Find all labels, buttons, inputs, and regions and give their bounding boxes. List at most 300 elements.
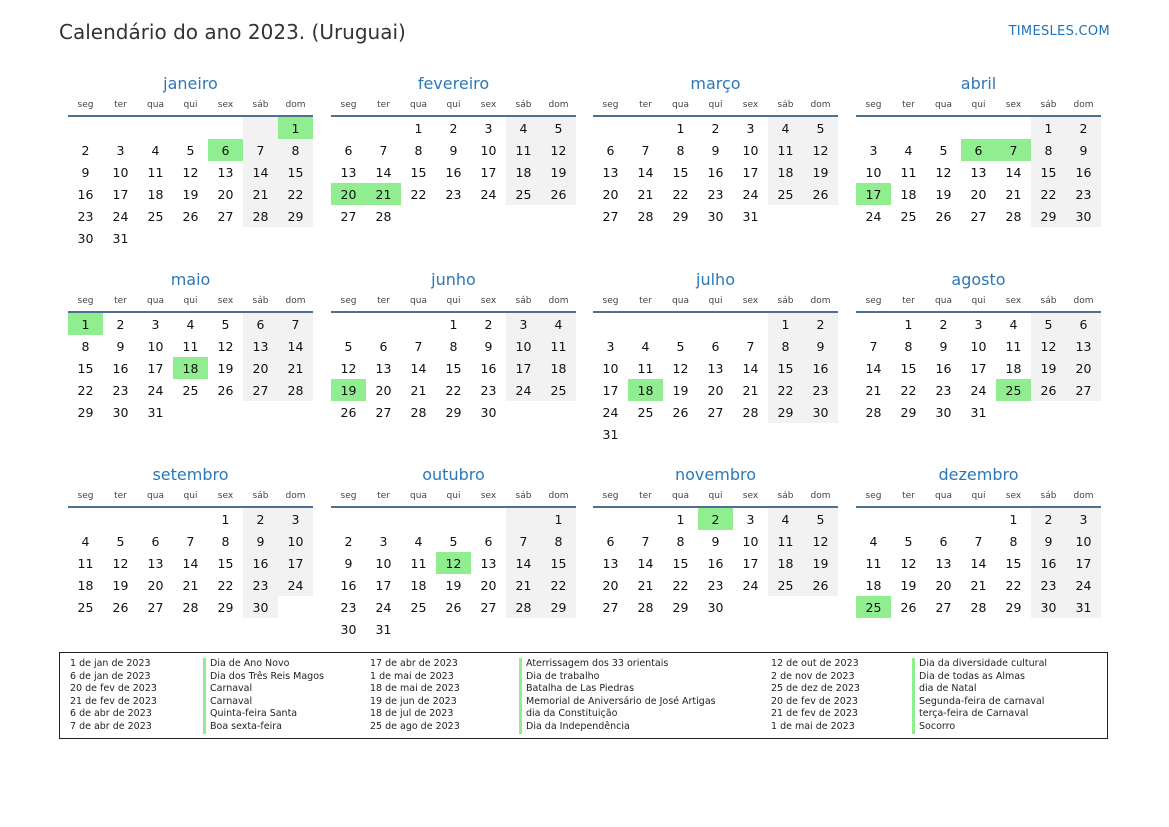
day-grid (331, 313, 576, 423)
legend-date: 17 de abr de 2023 (370, 658, 458, 669)
weekday-label: sáb (252, 100, 269, 110)
legend-names-col-3 (912, 658, 1047, 734)
day-cell: 14 (742, 360, 759, 376)
day-cell: 7 (641, 142, 650, 158)
weekday-header (331, 291, 576, 313)
day-cell: 4 (768, 508, 803, 530)
day-cell: 7 (641, 533, 650, 549)
day-cell: 20 (375, 382, 392, 398)
day-cell: 5 (803, 117, 838, 139)
day-cell: 15 (410, 164, 427, 180)
day-cell: 10 (1066, 530, 1101, 552)
day-cell: 17 (742, 164, 759, 180)
weekday-label: sex (217, 100, 234, 110)
day-cell: 21 (278, 357, 313, 379)
day-cell: 11 (1005, 338, 1022, 354)
day-cell: 7 (974, 533, 983, 549)
weekday-label: dom (548, 491, 569, 501)
month-janeiro (68, 73, 313, 249)
weekday-label: qua (935, 296, 952, 306)
day-cell: 25 (182, 382, 199, 398)
day-cell: 3 (484, 120, 493, 136)
day-cell: 14 (278, 335, 313, 357)
day-cell: 2 (484, 316, 493, 332)
weekday-header (593, 486, 838, 508)
day-cell: 8 (1031, 139, 1066, 161)
weekday-label: qua (410, 491, 427, 501)
day-cell: 14 (410, 360, 427, 376)
day-cell: 6 (379, 338, 388, 354)
day-cell: 18 (541, 357, 576, 379)
day-cell: 20 (217, 186, 234, 202)
empty-day-cell (331, 508, 366, 530)
empty-day-cell (366, 117, 401, 139)
day-cell: 24 (1066, 574, 1101, 596)
legend-holiday-name: Carnaval (203, 696, 324, 709)
legend-date: 12 de out de 2023 (771, 658, 859, 669)
day-cell: 6 (484, 533, 493, 549)
weekday-label: sáb (1040, 100, 1057, 110)
day-cell: 5 (449, 533, 458, 549)
month-title: maio (170, 270, 211, 289)
day-cell: 18 (506, 161, 541, 183)
day-cell: 14 (637, 164, 654, 180)
day-cell: 30 (935, 404, 952, 420)
empty-day-cell (401, 313, 436, 335)
day-cell: 11 (182, 338, 199, 354)
holiday-legend (59, 652, 1108, 739)
day-cell: 19 (803, 552, 838, 574)
day-cell: 17 (506, 357, 541, 379)
legend-holiday-name: Dia da diversidade cultural (912, 658, 1047, 671)
legend-date: 1 de mai de 2023 (370, 670, 454, 682)
legend-dates-col-3 (771, 658, 860, 734)
weekday-label: qua (147, 100, 164, 110)
day-cell: 6 (939, 533, 948, 549)
weekday-label: ter (377, 296, 390, 306)
empty-day-cell (961, 508, 996, 530)
month-title: outubro (422, 465, 485, 484)
weekday-label: seg (865, 100, 882, 110)
weekday-label: qui (971, 296, 986, 306)
weekday-label: qui (446, 296, 461, 306)
month-abril (856, 73, 1101, 227)
day-cell: 20 (480, 577, 497, 593)
day-cell: 14 (970, 555, 987, 571)
day-cell: 8 (1009, 533, 1018, 549)
weekday-label: ter (639, 296, 652, 306)
day-cell: 20 (1066, 357, 1101, 379)
weekday-label: seg (865, 491, 882, 501)
day-cell: 18 (173, 357, 208, 379)
weekday-label: qua (672, 491, 689, 501)
day-cell: 3 (746, 120, 755, 136)
month-title: março (690, 74, 741, 93)
empty-day-cell (68, 508, 103, 530)
day-cell: 2 (803, 313, 838, 335)
weekday-label: sex (1005, 296, 1022, 306)
day-cell: 1 (1009, 511, 1018, 527)
day-cell: 17 (480, 164, 497, 180)
day-cell: 30 (1031, 596, 1066, 618)
day-cell: 28 (243, 205, 278, 227)
day-cell: 25 (410, 599, 427, 615)
day-cell: 2 (449, 120, 458, 136)
day-cell: 6 (606, 142, 615, 158)
day-cell: 10 (278, 530, 313, 552)
day-cell: 8 (676, 533, 685, 549)
day-cell: 11 (410, 555, 427, 571)
day-cell: 26 (541, 183, 576, 205)
weekday-label: dom (1073, 491, 1094, 501)
day-cell: 21 (637, 577, 654, 593)
day-cell: 12 (803, 530, 838, 552)
day-cell: 1 (221, 511, 230, 527)
day-cell: 28 (1005, 208, 1022, 224)
day-cell: 23 (243, 574, 278, 596)
day-cell: 25 (996, 379, 1031, 401)
day-cell: 19 (900, 577, 917, 593)
weekday-label: seg (865, 296, 882, 306)
day-cell: 19 (541, 161, 576, 183)
day-cell: 23 (803, 379, 838, 401)
day-cell: 30 (77, 230, 94, 246)
weekday-label: ter (114, 100, 127, 110)
empty-day-cell (926, 117, 961, 139)
day-cell: 6 (606, 533, 615, 549)
day-cell: 12 (935, 164, 952, 180)
day-cell: 19 (331, 379, 366, 401)
day-cell: 28 (375, 208, 392, 224)
day-cell: 24 (112, 208, 129, 224)
weekday-header (68, 95, 313, 117)
day-cell: 3 (151, 316, 160, 332)
day-cell: 29 (900, 404, 917, 420)
weekday-label: seg (77, 100, 94, 110)
legend-date: 2 de nov de 2023 (771, 670, 855, 682)
day-cell: 28 (637, 208, 654, 224)
day-cell: 19 (672, 382, 689, 398)
day-cell: 10 (112, 164, 129, 180)
day-cell: 10 (602, 360, 619, 376)
empty-day-cell (856, 117, 891, 139)
day-cell: 20 (707, 382, 724, 398)
day-cell: 2 (344, 533, 353, 549)
day-cell: 21 (182, 577, 199, 593)
weekday-header (331, 95, 576, 117)
month-agosto (856, 269, 1101, 423)
day-cell: 3 (278, 508, 313, 530)
day-cell: 9 (449, 142, 458, 158)
day-cell: 5 (676, 338, 685, 354)
day-cell: 13 (243, 335, 278, 357)
legend-date: 20 de fev de 2023 (771, 695, 858, 707)
day-cell: 14 (1005, 164, 1022, 180)
weekday-label: seg (602, 100, 619, 110)
month-maio (68, 269, 313, 423)
empty-day-cell (138, 117, 173, 139)
day-cell: 18 (865, 577, 882, 593)
legend-date: 21 de fev de 2023 (771, 708, 858, 720)
day-cell: 15 (541, 552, 576, 574)
day-cell: 9 (1031, 530, 1066, 552)
day-cell: 27 (147, 599, 164, 615)
day-cell: 7 (869, 338, 878, 354)
empty-day-cell (208, 117, 243, 139)
day-cell: 16 (77, 186, 94, 202)
legend-holiday-name: Aterrissagem dos 33 orientais (519, 658, 716, 671)
weekday-label: qua (410, 296, 427, 306)
weekday-label: seg (602, 296, 619, 306)
day-cell: 18 (768, 161, 803, 183)
day-cell: 1 (1031, 117, 1066, 139)
day-cell: 7 (506, 530, 541, 552)
weekday-label: seg (340, 296, 357, 306)
day-cell: 22 (672, 577, 689, 593)
weekday-label: sáb (777, 296, 794, 306)
day-cell: 24 (742, 186, 759, 202)
day-cell: 29 (1005, 599, 1022, 615)
month-title: junho (431, 270, 476, 289)
day-cell: 18 (77, 577, 94, 593)
day-cell: 19 (182, 186, 199, 202)
legend-date: 25 de dez de 2023 (771, 683, 860, 695)
weekday-label: sáb (777, 491, 794, 501)
day-cell: 2 (243, 508, 278, 530)
legend-holiday-name: Carnaval (203, 683, 324, 696)
day-cell: 2 (116, 316, 125, 332)
day-cell: 24 (602, 404, 619, 420)
day-cell: 22 (278, 183, 313, 205)
day-cell: 30 (1066, 205, 1101, 227)
month-title: setembro (152, 465, 229, 484)
day-cell: 9 (81, 164, 90, 180)
day-cell: 29 (1031, 205, 1066, 227)
empty-day-cell (436, 508, 471, 530)
weekday-header (593, 291, 838, 313)
day-cell: 10 (480, 142, 497, 158)
empty-day-cell (593, 508, 628, 530)
day-cell: 28 (637, 599, 654, 615)
day-cell: 15 (1005, 555, 1022, 571)
day-cell: 14 (182, 555, 199, 571)
weekday-header (856, 291, 1101, 313)
day-cell: 11 (506, 139, 541, 161)
day-cell: 17 (856, 183, 891, 205)
weekday-header (68, 486, 313, 508)
day-cell: 8 (541, 530, 576, 552)
legend-holiday-name: Batalha de Las Piedras (519, 683, 716, 696)
day-cell: 26 (803, 183, 838, 205)
day-cell: 20 (243, 357, 278, 379)
weekday-label: seg (602, 491, 619, 501)
day-cell: 15 (1031, 161, 1066, 183)
day-cell: 27 (243, 379, 278, 401)
day-cell: 9 (1066, 139, 1101, 161)
day-cell: 17 (278, 552, 313, 574)
day-cell: 4 (414, 533, 423, 549)
empty-day-cell (138, 508, 173, 530)
empty-day-cell (401, 508, 436, 530)
empty-day-cell (593, 117, 628, 139)
day-cell: 21 (243, 183, 278, 205)
day-cell: 22 (1005, 577, 1022, 593)
day-cell: 15 (768, 357, 803, 379)
day-cell: 26 (182, 208, 199, 224)
day-cell: 23 (1066, 183, 1101, 205)
weekday-label: sex (742, 296, 759, 306)
day-cell: 25 (147, 208, 164, 224)
day-cell: 25 (506, 183, 541, 205)
day-cell: 7 (186, 533, 195, 549)
site-link[interactable]: TIMESLES.COM (1008, 24, 1110, 39)
empty-day-cell (733, 313, 768, 335)
day-cell: 18 (628, 379, 663, 401)
weekday-label: ter (902, 100, 915, 110)
legend-holiday-name: Boa sexta-feira (203, 721, 324, 734)
weekday-label: qui (183, 296, 198, 306)
day-cell: 19 (445, 577, 462, 593)
weekday-label: dom (810, 296, 831, 306)
weekday-header (331, 486, 576, 508)
weekday-label: qui (446, 100, 461, 110)
day-cell: 5 (541, 117, 576, 139)
day-cell: 4 (506, 117, 541, 139)
day-cell: 10 (147, 338, 164, 354)
empty-day-cell (366, 313, 401, 335)
legend-holiday-name: Dia de todas as Almas (912, 671, 1047, 684)
day-grid (593, 313, 838, 445)
weekday-label: qua (935, 100, 952, 110)
day-cell: 12 (541, 139, 576, 161)
day-cell: 5 (116, 533, 125, 549)
weekday-label: qua (147, 296, 164, 306)
empty-day-cell (366, 508, 401, 530)
weekday-label: dom (548, 100, 569, 110)
weekday-label: sáb (1040, 296, 1057, 306)
empty-day-cell (173, 508, 208, 530)
day-cell: 26 (935, 208, 952, 224)
day-cell: 20 (331, 183, 366, 205)
day-cell: 8 (221, 533, 230, 549)
day-cell: 26 (672, 404, 689, 420)
page-title: Calendário do ano 2023. (Uruguai) (59, 20, 406, 44)
day-cell: 22 (672, 186, 689, 202)
day-cell: 31 (1066, 596, 1101, 618)
weekday-label: qua (410, 100, 427, 110)
day-cell: 29 (672, 208, 689, 224)
weekday-label: sex (742, 100, 759, 110)
day-cell: 13 (602, 555, 619, 571)
day-cell: 16 (1066, 161, 1101, 183)
day-cell: 1 (68, 313, 103, 335)
legend-dates-col-2 (370, 658, 460, 734)
day-cell: 13 (935, 555, 952, 571)
legend-dates-col-1 (70, 658, 157, 734)
day-cell: 23 (480, 382, 497, 398)
month-fevereiro (331, 73, 576, 227)
day-cell: 4 (641, 338, 650, 354)
weekday-label: qui (971, 491, 986, 501)
weekday-header (68, 291, 313, 313)
weekday-label: qua (672, 296, 689, 306)
day-cell: 13 (375, 360, 392, 376)
day-cell: 16 (480, 360, 497, 376)
day-cell: 19 (803, 161, 838, 183)
day-grid (856, 117, 1101, 227)
weekday-label: dom (1073, 296, 1094, 306)
day-cell: 7 (243, 139, 278, 161)
day-cell: 7 (996, 139, 1031, 161)
day-cell: 16 (803, 357, 838, 379)
day-cell: 10 (375, 555, 392, 571)
day-cell: 21 (970, 577, 987, 593)
weekday-label: dom (810, 100, 831, 110)
weekday-label: sex (480, 491, 497, 501)
day-cell: 13 (970, 164, 987, 180)
day-cell: 6 (243, 313, 278, 335)
weekday-label: seg (77, 491, 94, 501)
weekday-label: qua (672, 100, 689, 110)
day-cell: 20 (602, 577, 619, 593)
day-cell: 25 (541, 379, 576, 401)
day-cell: 6 (344, 142, 353, 158)
weekday-label: qui (971, 100, 986, 110)
day-cell: 13 (1066, 335, 1101, 357)
day-grid (68, 117, 313, 249)
day-cell: 28 (182, 599, 199, 615)
day-cell: 29 (445, 404, 462, 420)
day-cell: 15 (445, 360, 462, 376)
day-cell: 19 (217, 360, 234, 376)
day-cell: 17 (147, 360, 164, 376)
day-cell: 23 (1031, 574, 1066, 596)
day-cell: 16 (243, 552, 278, 574)
day-cell: 3 (974, 316, 983, 332)
day-cell: 9 (711, 533, 720, 549)
day-cell: 29 (278, 205, 313, 227)
day-cell: 22 (217, 577, 234, 593)
day-cell: 20 (147, 577, 164, 593)
day-cell: 1 (414, 120, 423, 136)
weekday-label: sex (480, 100, 497, 110)
day-cell: 17 (1066, 552, 1101, 574)
day-cell: 2 (81, 142, 90, 158)
day-cell: 15 (900, 360, 917, 376)
day-cell: 25 (768, 574, 803, 596)
legend-date: 18 de jul de 2023 (370, 708, 454, 720)
day-cell: 3 (1066, 508, 1101, 530)
weekday-header (593, 95, 838, 117)
day-grid (593, 117, 838, 227)
day-grid (331, 117, 576, 227)
weekday-label: dom (1073, 100, 1094, 110)
day-cell: 21 (1005, 186, 1022, 202)
day-cell: 4 (151, 142, 160, 158)
day-cell: 17 (970, 360, 987, 376)
day-cell: 8 (676, 142, 685, 158)
day-cell: 10 (865, 164, 882, 180)
day-cell: 9 (939, 338, 948, 354)
day-grid (856, 313, 1101, 423)
legend-date: 6 de abr de 2023 (70, 708, 152, 720)
day-cell: 24 (278, 574, 313, 596)
empty-day-cell (698, 313, 733, 335)
day-cell: 24 (480, 186, 497, 202)
day-cell: 15 (217, 555, 234, 571)
day-cell: 26 (1031, 379, 1066, 401)
day-cell: 10 (742, 142, 759, 158)
